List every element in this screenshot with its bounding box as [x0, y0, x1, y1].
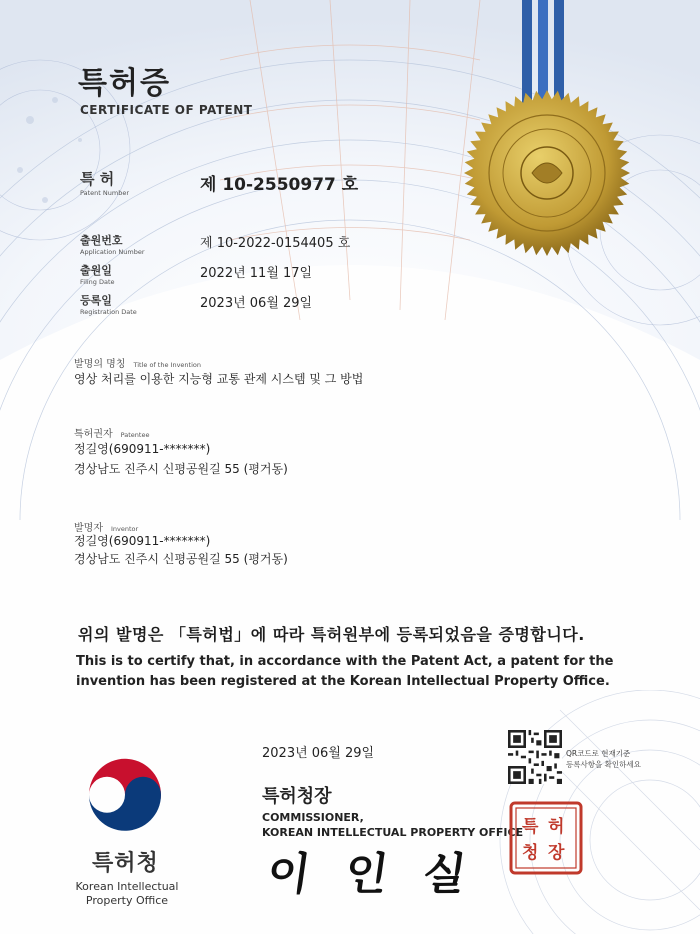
office-name-korean: 특허청 [92, 851, 159, 876]
patentee-address: 경상남도 진주시 신평공원길 55 (평거동) [74, 462, 288, 476]
filing-date-value: 2022년 11월 17일 [200, 266, 313, 281]
invention-title-value: 영상 처리를 이용한 지능형 교통 관제 시스템 및 그 방법 [74, 372, 364, 386]
invention-title-label [74, 352, 201, 371]
application-number-label-eng: Application Number [80, 248, 145, 256]
registration-date-label-kor: 등록일 [80, 294, 112, 307]
patent-number-label-eng: Patent Number [80, 189, 130, 197]
qr-code-icon [508, 730, 562, 784]
svg-text:장: 장 [548, 843, 565, 863]
patent-number-label-kor: 특 허 [80, 170, 115, 188]
invention-title-label-kor: 발명의 명칭 [74, 359, 126, 370]
patentee-label [74, 422, 149, 441]
certification-korean: 위의 발명은 「특허법」에 따라 특허원부에 등록되었음을 증명합니다. [78, 625, 585, 644]
invention-title-label-eng: Title of the Invention [133, 361, 201, 369]
commissioner-title-korean: 특허청장 [262, 786, 332, 807]
inventor-label-eng: Inventor [110, 525, 139, 533]
certificate-title-english: CERTIFICATE OF PATENT [80, 103, 253, 117]
svg-text:청: 청 [522, 843, 539, 863]
patentee-label-kor: 특허권자 [74, 429, 113, 440]
qr-note-line2: 등록사항을 확인하세요 [566, 760, 641, 769]
patentee-label-eng: Patentee [120, 431, 150, 439]
office-name-english-line2: Property Office [85, 894, 169, 907]
office-name-english [62, 880, 192, 908]
application-number-label [80, 232, 145, 256]
gold-seal-icon [462, 88, 632, 258]
certification-english-line2: invention has been registered at the Korean Intellectual Property Office. [76, 674, 610, 689]
patent-number-value: 제 10-2550977 호 [200, 175, 359, 195]
svg-text:특: 특 [522, 817, 539, 837]
svg-text:허: 허 [548, 817, 565, 837]
qr-note [566, 748, 641, 770]
registration-date-label-eng: Registration Date [80, 308, 137, 316]
inventor-label-kor: 발명자 [74, 523, 103, 534]
registration-date-value: 2023년 06월 29일 [200, 296, 313, 311]
office-name-english-line1: Korean Intellectual [75, 880, 179, 893]
inventor-name: 정길영(690911-*******) [74, 534, 211, 548]
commissioner-signature: 이 인 실 [263, 849, 480, 900]
taegeuk-logo-icon [80, 748, 170, 838]
official-stamp-icon [508, 800, 584, 876]
qr-note-line1: QR코드로 현재기준 [566, 749, 631, 758]
filing-date-label-eng: Filing Date [80, 278, 115, 286]
certification-english-line1: This is to certify that, in accordance with the Patent Act, a patent for the [76, 654, 614, 669]
filing-date-label-kor: 출원일 [80, 264, 112, 277]
commissioner-title-english-line2: KOREAN INTELLECTUAL PROPERTY OFFICE [262, 826, 524, 839]
commissioner-title-english [262, 810, 523, 840]
application-number-value: 제 10-2022-0154405 호 [200, 236, 351, 251]
patent-number-label [80, 168, 129, 197]
filing-date-label [80, 262, 115, 286]
patentee-name: 정길영(690911-*******) [74, 442, 211, 456]
application-number-label-kor: 출원번호 [80, 234, 123, 247]
commissioner-title-english-line1: COMMISSIONER, [262, 811, 364, 824]
issue-date: 2023년 06월 29일 [262, 746, 375, 761]
registration-date-label [80, 292, 137, 316]
certificate-title-korean: 특허증 [78, 66, 171, 101]
inventor-address: 경상남도 진주시 신평공원길 55 (평거동) [74, 552, 288, 566]
